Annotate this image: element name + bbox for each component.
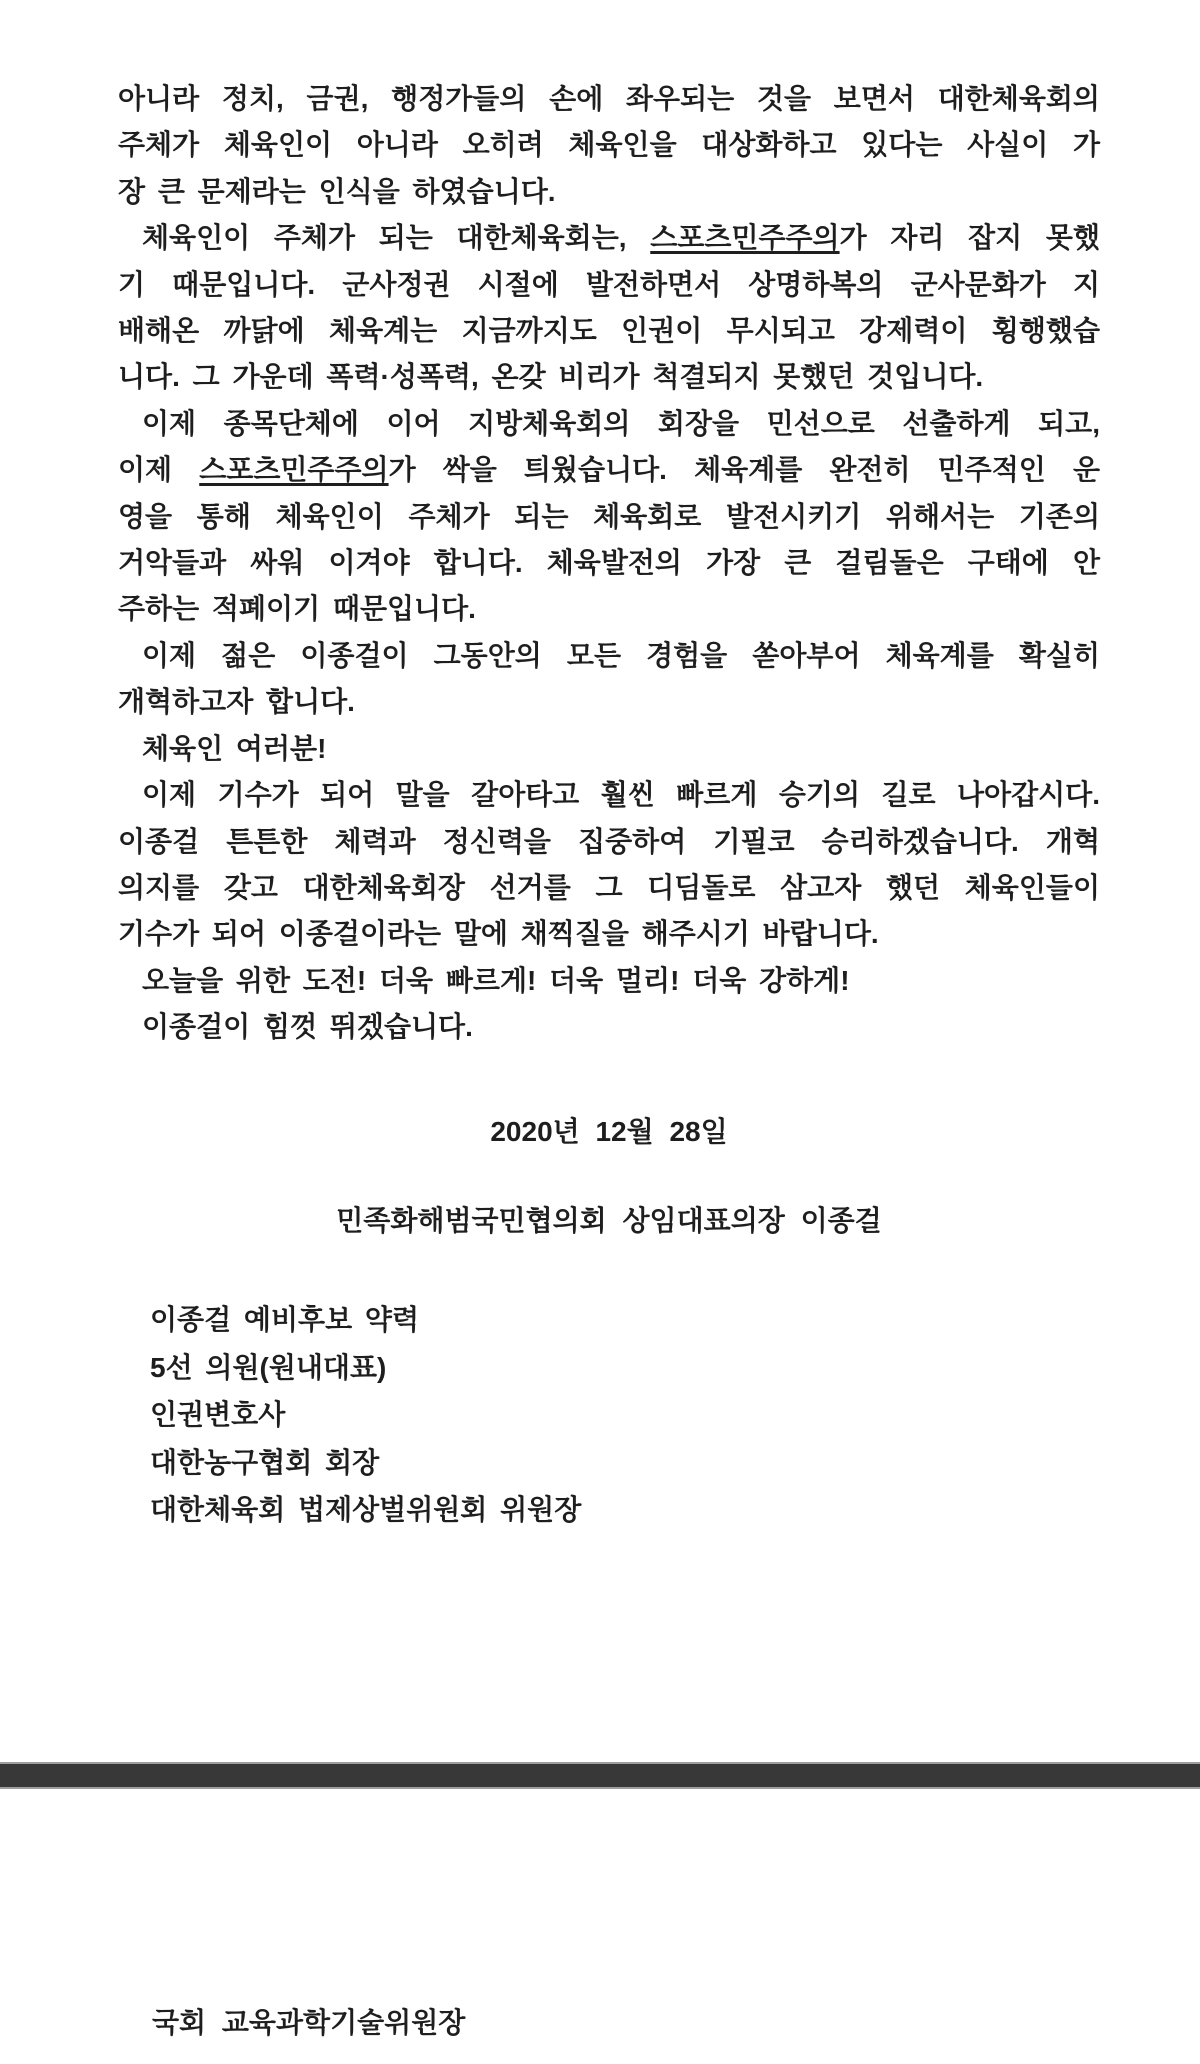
profile-line: 대한농구협회 회장 — [150, 1446, 380, 1478]
candidate-profile — [150, 1296, 1100, 1534]
body-line: 기수가 되어 이종걸이라는 말에 채찍질을 해주시기 바랍니다. — [118, 918, 879, 950]
section-divider — [0, 1762, 1200, 1789]
body-line: 영을 통해 체육인이 주체가 되는 체육회로 발전시키기 위해서는 기존의 — [118, 500, 1100, 532]
body-line: 이종걸이 힘껏 뛰겠습니다. — [142, 1011, 473, 1043]
underlined-phrase: 스포츠민주주의 — [199, 454, 389, 486]
profile-heading: 이종걸 예비후보 약력 — [150, 1304, 419, 1335]
profile-line: 인권변호사 — [150, 1399, 286, 1431]
body-line: 이제 젊은 이종걸이 그동안의 모든 경험을 쏟아부어 체육계를 확실히 — [142, 639, 1100, 671]
body-text-segment: 이제 — [118, 454, 200, 486]
body-line: 주하는 적폐이기 때문입니다. — [118, 593, 476, 625]
body-line: 거악들과 싸워 이겨야 합니다. 체육발전의 가장 큰 걸림돌은 구태에 안 — [118, 547, 1100, 579]
body-line: 체육인 여러분! — [142, 732, 327, 764]
underlined-phrase: 스포츠민주주의 — [650, 222, 840, 254]
body-line: 주체가 체육인이 아니라 오히려 체육인을 대상화하고 있다는 사실이 가 — [118, 129, 1100, 161]
body-line: 니다. 그 가운데 폭력·성폭력, 온갖 비리가 척결되지 못했던 것입니다. — [118, 361, 984, 393]
body-line — [118, 215, 1100, 261]
statement-date: 2020년 12월 28일 — [490, 1116, 728, 1147]
body-line: 의지를 갖고 대한체육회장 선거를 그 디딤돌로 삼고자 했던 체육인들이 — [118, 871, 1100, 903]
body-text-segment: 체육인이 주체가 되는 대한체육회는, — [142, 222, 651, 254]
body-line: 이종걸 튼튼한 체력과 정신력을 집중하여 기필코 승리하겠습니다. 개혁 — [118, 825, 1100, 857]
body-line: 개혁하고자 합니다. — [118, 686, 355, 718]
profile-line: 5선 의원(원내대표) — [150, 1351, 387, 1383]
body-line: 이제 종목단체에 이어 지방체육회의 회장을 민선으로 선출하게 되고, — [142, 407, 1100, 439]
body-line: 장 큰 문제라는 인식을 하였습니다. — [118, 175, 556, 207]
signature-line: 민족화해범국민협의회 상임대표의장 이종걸 — [336, 1205, 882, 1236]
body-text-segment: 가 자리 잡지 못했 — [839, 222, 1100, 254]
body-line: 기 때문입니다. 군사정권 시절에 발전하면서 상명하복의 군사문화가 지 — [118, 268, 1100, 300]
body-line: 배해온 까닭에 체육계는 지금까지도 인권이 무시되고 강제력이 횡행했습 — [118, 315, 1100, 347]
statement-body — [118, 76, 1100, 1051]
profile-line: 대한체육회 법제상벌위원회 위원장 — [150, 1494, 582, 1526]
body-line: 아니라 정치, 금권, 행정가들의 손에 좌우되는 것을 보면서 대한체육회의 — [118, 83, 1100, 114]
footer-committee-text: 국회 교육과학기술위원장 — [152, 2007, 466, 2038]
body-line: 오늘을 위한 도전! 더욱 빠르게! 더욱 멀리! 더욱 강하게! — [142, 964, 850, 996]
body-line — [118, 447, 1100, 493]
body-text-segment: 가 싹을 틔웠습니다. 체육계를 완전히 민주적인 운 — [388, 454, 1100, 486]
body-line: 이제 기수가 되어 말을 갈아타고 훨씬 빠르게 승기의 길로 나아갑시다. — [142, 779, 1100, 811]
